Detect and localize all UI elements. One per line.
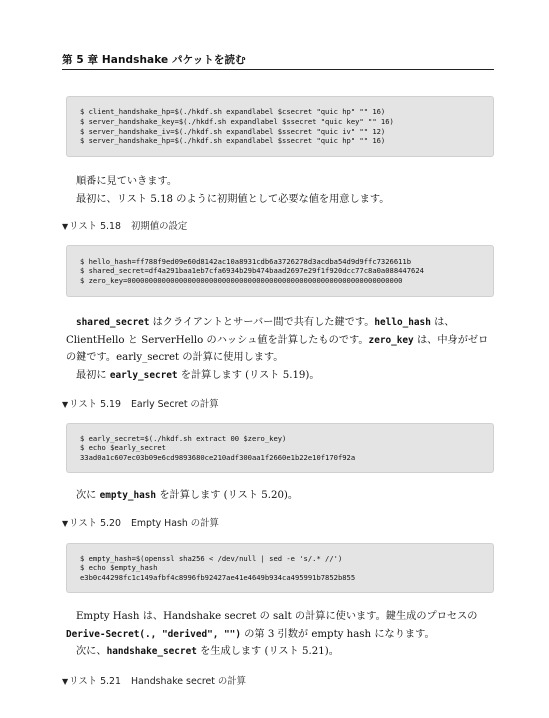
text-run: は、中身がゼロの鍵です。early_secret の計算に使用します。	[66, 334, 489, 363]
text-run: 最初に	[76, 369, 110, 381]
chapter-header	[62, 52, 494, 70]
code-line: e3b0c44298fc1c149afbf4c8996fb92427ae41e4649b934ca495991b7852b855	[80, 572, 356, 582]
code-line: $ shared_secret=df4a291baa1eb7cfa6934b29b474baad2697e29f1f920dcc77c8a0a088447624	[80, 266, 424, 276]
paragraph-intro	[66, 173, 496, 208]
triangle-marker-icon: ▼	[62, 400, 69, 409]
code-line: $ server_handshake_iv=$(./hkdf.sh expandlabel $ssecret "quic iv" "" 12)	[80, 126, 386, 136]
paragraph-handshake-secret	[66, 608, 496, 661]
paragraph-text	[66, 367, 496, 385]
code-block-hkdf-expand	[66, 96, 494, 157]
listing-number: リスト 5.21	[69, 676, 121, 687]
code-line: $ hello_hash=ff788f9ed09e60d8142ac10a8931cdb6a3726278d3acdba54d9d9ffc7326611b	[80, 256, 412, 266]
paragraph-line: 最初に、リスト 5.18 のように初期値として必要な値を用意します。	[76, 193, 390, 205]
paragraph-text	[66, 608, 496, 643]
text-run: を生成します (リスト 5.21)。	[196, 646, 339, 657]
listing-title: Handshake secret の計算	[130, 676, 247, 687]
inline-code: shared_secret	[76, 317, 150, 328]
text-run: 次に、	[76, 646, 107, 657]
listing-title: 初期値の設定	[130, 221, 188, 232]
paragraph-text	[66, 314, 496, 367]
listing-title: Early Secret の計算	[130, 399, 219, 410]
code-line: $ early_secret=$(./hkdf.sh extract 00 $zero_key)	[80, 433, 287, 443]
code-line: $ echo $early_secret	[80, 443, 166, 453]
text-run: 次に	[76, 490, 100, 501]
code-line: 33ad0a1c607ec03b09e6cd9893680ce210adf300aa1f2660e1b22e10f170f92a	[80, 452, 356, 462]
text-run: を計算します (リスト 5.19)。	[177, 369, 320, 381]
inline-code: hello_hash	[374, 317, 431, 328]
inline-code: empty_hash	[99, 490, 157, 501]
text-run: を計算します (リスト 5.20)。	[156, 490, 299, 501]
code-line: $ server_handshake_key=$(./hkdf.sh expandlabel $ssecret "quic key" "" 16)	[80, 116, 394, 126]
triangle-marker-icon: ▼	[62, 519, 69, 528]
code-line: $ zero_key=0000000000000000000000000000000000000000000000000000000000000000	[80, 275, 403, 285]
code-line: $ echo $empty_hash	[80, 563, 158, 573]
inline-code: Derive-Secret(., "derived", "")	[66, 628, 241, 640]
paragraph-text	[66, 643, 496, 661]
code-block-empty-hash	[66, 543, 494, 593]
text-run: は、ClientHello と ServerHello のハッシュ値を計算したものです。	[66, 317, 455, 346]
paragraph-keys-description	[66, 314, 496, 384]
text-run: の第 3 引数が empty hash になります。	[240, 628, 435, 640]
code-line: $ empty_hash=$(openssl sha256 < /dev/null | sed -e 's/.* //')	[80, 553, 343, 563]
listing-caption-5-21	[62, 673, 246, 687]
paragraph-line: 順番に見ていきます。	[76, 176, 178, 187]
inline-code: zero_key	[368, 334, 414, 346]
code-line: $ server_handshake_hp=$(./hkdf.sh expandlabel $ssecret "quic hp" "" 16)	[80, 136, 386, 146]
text-run: はクライアントとサーバー間で共有した鍵です。	[149, 317, 375, 328]
listing-caption-5-18	[62, 218, 187, 232]
code-line: $ client_handshake_hp=$(./hkdf.sh expandlabel $csecret "quic hp" "" 16)	[80, 107, 386, 117]
inline-code: early_secret	[109, 369, 178, 381]
listing-caption-5-19	[62, 396, 219, 410]
paragraph-empty-hash	[66, 487, 496, 505]
triangle-marker-icon: ▼	[62, 222, 69, 231]
listing-title: Empty Hash の計算	[130, 518, 219, 529]
listing-caption-5-20	[62, 515, 219, 529]
listing-number: リスト 5.20	[69, 518, 121, 529]
text-run: Empty Hash は、Handshake secret の salt の計算に使います。鍵生成のプロセスの	[76, 611, 478, 622]
code-block-initial-values	[66, 245, 494, 297]
paragraph-text	[66, 487, 496, 505]
chapter-title: 第 5 章 Handshake パケットを読む	[62, 54, 246, 66]
listing-number: リスト 5.18	[69, 221, 121, 232]
code-block-early-secret	[66, 423, 494, 473]
listing-number: リスト 5.19	[69, 399, 121, 410]
inline-code: handshake_secret	[106, 646, 197, 657]
triangle-marker-icon: ▼	[62, 677, 69, 686]
